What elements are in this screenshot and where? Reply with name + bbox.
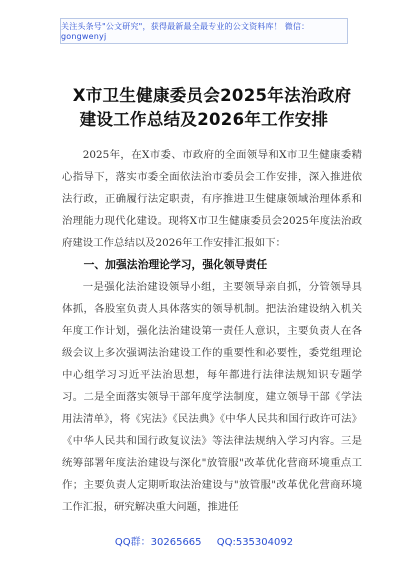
section-paragraph: 一是强化法治建设领导小组，主要领导亲自抓，分管领导具体抓，各股室负责人具体落实的领导机制。把法治建设纳入机关年度工作计划，强化法治建设第一责任人意识，主要负责人在各级会议上多次强调法治建设工作的重要性和必要性，委党组理论中心组学习习近平法治思想，每年都进行法律法规知识专题学习。二是全面落实领导干部年度学法制度，建立领导干部《学法用法清单》，将《宪法》《民法典》《中华人民共和国行政许可法》《中华人民共和国行政复议法》等法律法规纳入学习内容。三是统筹部署年度法治建设与深化"放管服"改革优化营商环境重点工作；主要负责人定期听取法治建设与"放管服"改革优化营商环境工作汇报，研究解决重大问题，推进任 [62, 281, 362, 513]
footer-qq-group: QQ群：30265665 [114, 537, 202, 548]
header-banner [60, 18, 348, 44]
section-heading: 一、加强法治理论学习，强化领导责任 [83, 258, 268, 271]
footer-qq: QQ:535304092 [216, 537, 294, 548]
header-banner-text: 关注头条号"公文研究"，获得最新最全最专业的公文资料库！ 微信：gongwenyj [61, 22, 310, 41]
intro-paragraph: 2025年，在X市委、市政府的全面领导和X市卫生健康委精心指导下，落实市委全面依法治市委员会工作安排，深入推进依法行政，正确履行法定职责，有序推进卫生健康领域治理体系和治理能力现代化建设。现将X市卫生健康委员会2025年度法治政府建设工作总结以及2026年工作安排汇报如下： [62, 149, 362, 249]
document-body [62, 144, 362, 518]
document-title-line1: X市卫生健康委员会2025年法治政府 [72, 86, 352, 105]
document-title-line2: 建设工作总结及2026年工作安排 [79, 110, 329, 129]
footer-contact [0, 533, 408, 548]
